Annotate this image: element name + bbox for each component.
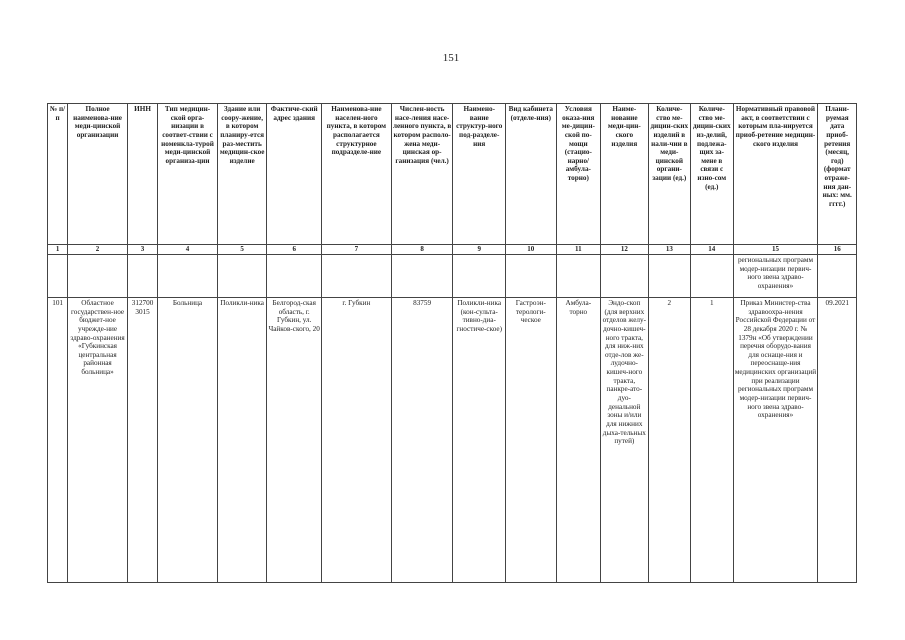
org-type-cell: Больница <box>158 298 218 583</box>
column-number: 13 <box>648 245 690 255</box>
inn-cell: 312700 3015 <box>127 298 157 583</box>
column-number: 6 <box>267 245 322 255</box>
column-number: 12 <box>601 245 649 255</box>
continuation-legal-act: региональных программ модер-низации первич-ного звена здраво-охранения» <box>733 255 818 298</box>
header-cell: Количе-ство ме-дицин-ских изделий в нали-чии в меди-цинской органи-зации (ед.) <box>648 104 690 245</box>
column-number: 4 <box>158 245 218 255</box>
header-cell: № п/п <box>48 104 68 245</box>
settlement-cell: г. Губкин <box>322 298 392 583</box>
planned-date-cell: 09.2021 <box>818 298 857 583</box>
column-number: 15 <box>733 245 818 255</box>
header-cell: Количе-ство ме-дицин-ских из-делий, подлежа-щих за-мене в связи с изно-сом (ед.) <box>691 104 733 245</box>
table-row <box>48 255 857 298</box>
column-number: 2 <box>68 245 128 255</box>
table-row <box>48 298 857 583</box>
column-number: 14 <box>691 245 733 255</box>
column-number: 3 <box>127 245 157 255</box>
header-cell: Тип медицин-ской орга-низации в соответ-ствии с номенкла-турой меди-цинской организа-ции <box>158 104 218 245</box>
header-cell: Наимено-вание структур-ного под-разделе-ния <box>453 104 506 245</box>
page-number: 151 <box>442 52 460 64</box>
header-cell: ИНН <box>127 104 157 245</box>
equipment-table <box>47 103 857 583</box>
column-number: 1 <box>48 245 68 255</box>
organization-name: Областное государствен-ное бюджет-ное учрежде-ние здраво-охранения «Губкинская центральная районная больница» <box>68 298 128 583</box>
subdivision-cell: Поликли-ника (кон-сульта-тивно-диа-гностиче-ское) <box>453 298 506 583</box>
header-cell: Наиме-нование меди-цин-ского изделия <box>601 104 649 245</box>
column-number-row <box>48 245 857 255</box>
header-cell: Плани-руемая дата приоб-ретения (месяц, год) (формат отраже-ния дан-ных: мм. гггг.) <box>818 104 857 245</box>
available-count-cell: 2 <box>648 298 690 583</box>
column-number: 5 <box>217 245 267 255</box>
row-number: 101 <box>48 298 68 583</box>
population-cell: 83759 <box>391 298 453 583</box>
column-number: 9 <box>453 245 506 255</box>
column-number: 11 <box>556 245 600 255</box>
cabinet-cell: Гастроэн-терологи-ческое <box>506 298 557 583</box>
conditions-cell: Амбула-торно <box>556 298 600 583</box>
column-number: 10 <box>506 245 557 255</box>
column-number: 8 <box>391 245 453 255</box>
column-number: 16 <box>818 245 857 255</box>
header-cell: Нормативный правовой акт, в соответствии с которым пла-нируется приоб-ретение медицин-ского изделия <box>733 104 818 245</box>
header-cell: Фактиче-ский адрес здания <box>267 104 322 245</box>
header-cell: Условия оказа-ния ме-дицин-ской по-мощи (стацио-нарно/ амбула-торно) <box>556 104 600 245</box>
header-cell: Здание или соору-жение, в котором планиру-ется раз-местить медицин-ское изделие <box>217 104 267 245</box>
address-cell: Белгород-ская область, г. Губкин, ул. Чайков-ского, 20 <box>267 298 322 583</box>
header-cell: Полное наименова-ние меди-цинской организации <box>68 104 128 245</box>
table-header-row <box>48 104 857 245</box>
column-number: 7 <box>322 245 392 255</box>
replace-count-cell: 1 <box>691 298 733 583</box>
device-cell: Эндо-скоп (для верхних отделов желу-дочно-кишеч-ного тракта, для ниж-них отде-лов же-лудочно-кишеч-ного тракта, панкре-ато-дуо-денальной зоны и/или для нижних дыха-тельных путей) <box>601 298 649 583</box>
legal-act-cell: Приказ Министер-ства здравоохра-нения Российской Федерации от 28 декабря 2020 г. № 1379н «Об утверждении перечня оборудо-вания для оснаще-ния и переоснаще-ния медицинских организаций при реализации региональных программ модер-низации первич-ного звена здраво-охранения» <box>733 298 818 583</box>
header-cell: Числен-ность насе-ления насе-ленного пункта, в котором располо-жена меди-цинская ор-ганизация (чел.) <box>391 104 453 245</box>
header-cell: Наименова-ние населен-ного пункта, в котором располагается структурное подразделе-ние <box>322 104 392 245</box>
header-cell: Вид кабинета (отделе-ния) <box>506 104 557 245</box>
building-cell: Поликли-ника <box>217 298 267 583</box>
